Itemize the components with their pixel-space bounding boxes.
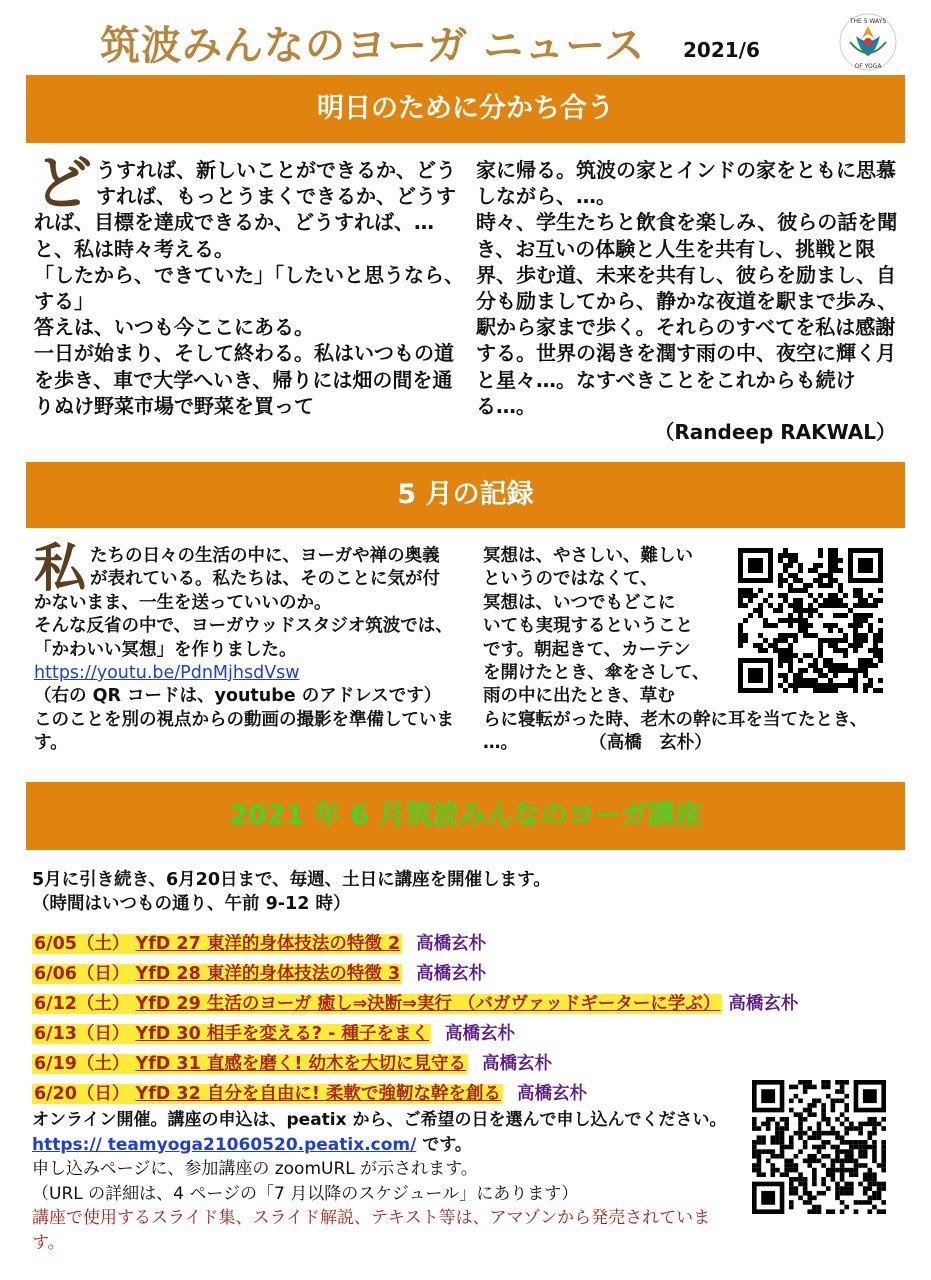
schedule-course[interactable]: YfD 29 生活のヨーガ 癒し⇒決断⇒実行 （バガヴァッドギーターに学ぶ） <box>135 994 721 1014</box>
online-line: （URL の詳細は、4 ページの「7 月以降のスケジュール」にあります） <box>32 1183 579 1204</box>
section2-right-line: です。朝起きて、カーテン <box>483 639 691 660</box>
schedule-highlight <box>32 1084 503 1104</box>
schedule-course[interactable]: YfD 31 直感を磨く! 幼木を大切に見守る <box>135 1054 466 1074</box>
schedule-course[interactable]: YfD 32 自分を自由に! 柔軟で強靭な幹を創る <box>135 1084 501 1104</box>
section1-heading: 明日のために分かち合う <box>26 75 905 143</box>
section2-right-line: らに寝転がった時、老木の幹に耳を当てたとき、 <box>483 709 868 730</box>
section2-signature: （高橋 玄朴） <box>598 733 712 754</box>
schedule-highlight <box>32 964 402 984</box>
section2-right-line: 雨の中に出たとき、草む <box>483 686 675 707</box>
intro-line: 5月に引き続き、6月20日まで、毎週、土日に講座を開催します。 <box>32 870 551 890</box>
amazon-note: 講座で使用するスライド集、スライド解説、テキスト等は、アマゾンから発売されています。 <box>32 1208 711 1253</box>
online-line: オンライン開催。講座の申込は、peatix から、ご希望の日を選んで申し込んでください。 <box>32 1110 727 1130</box>
section1-right-line: 家に帰る。筑波の家とインドの家をともに思慕しながら、…。 <box>476 158 896 209</box>
youtube-qr-code-icon[interactable] <box>738 548 883 693</box>
online-line: 申し込みページに、参加講座の zoomURL が示されます。 <box>32 1159 478 1179</box>
section2-right-line: いても実現するということ <box>483 616 693 637</box>
issue-date: 2021/6 <box>683 38 760 62</box>
section2-right-line: を開けたとき、傘をさして、 <box>483 663 710 684</box>
schedule-course[interactable]: YfD 27 東洋的身体技法の特徴 2 <box>135 934 401 954</box>
schedule-highlight <box>32 1024 431 1044</box>
schedule-course[interactable]: YfD 28 東洋的身体技法の特徴 3 <box>135 964 401 984</box>
section1-left-line: 「したから、できていた」「したいと思うなら、する」 <box>34 262 464 314</box>
schedule-highlight <box>32 934 402 954</box>
schedule-date: 6/20（日） <box>34 1084 130 1104</box>
section2-left-line: このことを別の視点からの動画の撮影を準備しています。 <box>34 709 454 754</box>
schedule-teacher: 高橋玄朴 <box>481 1054 552 1074</box>
schedule-date: 6/13（日） <box>34 1024 130 1044</box>
peatix-link[interactable]: https:// teamyoga21060520.peatix.com/ <box>32 1134 417 1155</box>
youtube-link[interactable]: https://youtu.be/PdnMjhsdVsw <box>34 663 300 684</box>
dropcap: ど <box>34 149 93 217</box>
section1-left-first: うすれば、新しいことができるか、どうすれば、もっとうまくできるか、どうすれば、目標を達成できるか、どうすれば、…と、私は時々考える。 <box>34 158 457 261</box>
schedule-row <box>32 1020 912 1050</box>
schedule-teacher: 高橋玄朴 <box>728 994 799 1014</box>
section3-heading: 2021 年 6 月筑波みんなのヨーガ講座 <box>26 782 905 850</box>
section1-right-column <box>476 157 906 445</box>
schedule-date: 6/06（日） <box>34 964 130 984</box>
schedule-highlight <box>32 1054 468 1074</box>
schedule-row <box>32 1050 912 1080</box>
section1-left-column <box>34 149 464 419</box>
section2-left-column <box>34 539 454 756</box>
schedule-date: 6/19（土） <box>34 1054 130 1074</box>
registration-info <box>32 1108 742 1255</box>
schedule-row <box>32 960 912 990</box>
section2-left-line: （右の QR コードは、youtube のアドレスです） <box>34 686 442 707</box>
section2-left-first: たちの日々の生活の中に、ヨーガや禅の奥義が表れている。私たちは、そのことに気が付かないまま、一生を送っていいのか。 <box>34 546 441 613</box>
online-line-tail: です。 <box>416 1134 472 1155</box>
newsletter-title: 筑波みんなのヨーガ ニュース <box>100 23 646 69</box>
peatix-qr-code-icon[interactable] <box>752 1080 886 1214</box>
section2-right-line: 冥想は、いつでもどこに <box>483 592 676 613</box>
section2-right-last: …。 （高橋 玄朴） <box>483 733 712 754</box>
schedule-teacher: 高橋玄朴 <box>516 1084 587 1104</box>
schedule-date: 6/12（土） <box>34 994 130 1014</box>
section1-left-line: 答えは、いつも今ここにある。 <box>34 315 314 340</box>
section2-heading: 5 月の記録 <box>26 462 905 528</box>
section2-left-line: そんな反省の中で、ヨーガウッドスタジオ筑波では、「かわいい冥想」を作りました。 <box>34 616 453 660</box>
section1-right-line: 時々、学生たちと飲食を楽しみ、彼らの話を聞き、お互いの体験と人生を共有し、挑戦と限界、歩む道、未来を共有し、彼らを励まし、自分も励ましてから、静かな夜道を駅まで歩み、駅から家まで歩く。それらのすべてを私は感謝する。世界の渇きを潤す雨の中、夜空に輝く月と星々…。なすべきことをこれからも続ける…。 <box>476 210 898 418</box>
five-ways-logo-icon <box>838 12 898 72</box>
section2-right-line: 冥想は、やさしい、難しい <box>483 546 693 566</box>
schedule-course[interactable]: YfD 30 相手を変える? - 種子をまく <box>135 1024 429 1044</box>
section1-left-line: 一日が始まり、そして終わる。私はいつもの道を歩き、車で大学へいき、帰りには畑の間を通りぬけ野菜市場で野菜を買って <box>34 341 454 418</box>
section3-intro <box>32 868 551 916</box>
dropcap: 私 <box>34 539 87 599</box>
schedule-teacher: 高橋玄朴 <box>416 964 487 984</box>
svg-text:THE 5 WAYS: THE 5 WAYS <box>849 18 887 25</box>
schedule-teacher: 高橋玄朴 <box>416 934 487 954</box>
intro-line: （時間はいつもの通り、午前 9-12 時） <box>32 894 351 914</box>
svg-text:OF YOGA: OF YOGA <box>854 63 882 70</box>
schedule-row <box>32 930 912 960</box>
schedule-row <box>32 990 912 1020</box>
section1-signature: （Randeep RAKWAL） <box>654 420 896 445</box>
schedule-highlight <box>32 994 722 1014</box>
schedule-date: 6/05（土） <box>34 934 130 954</box>
schedule-teacher: 高橋玄朴 <box>444 1024 515 1044</box>
section2-right-line: というのではなくて、 <box>483 569 658 590</box>
